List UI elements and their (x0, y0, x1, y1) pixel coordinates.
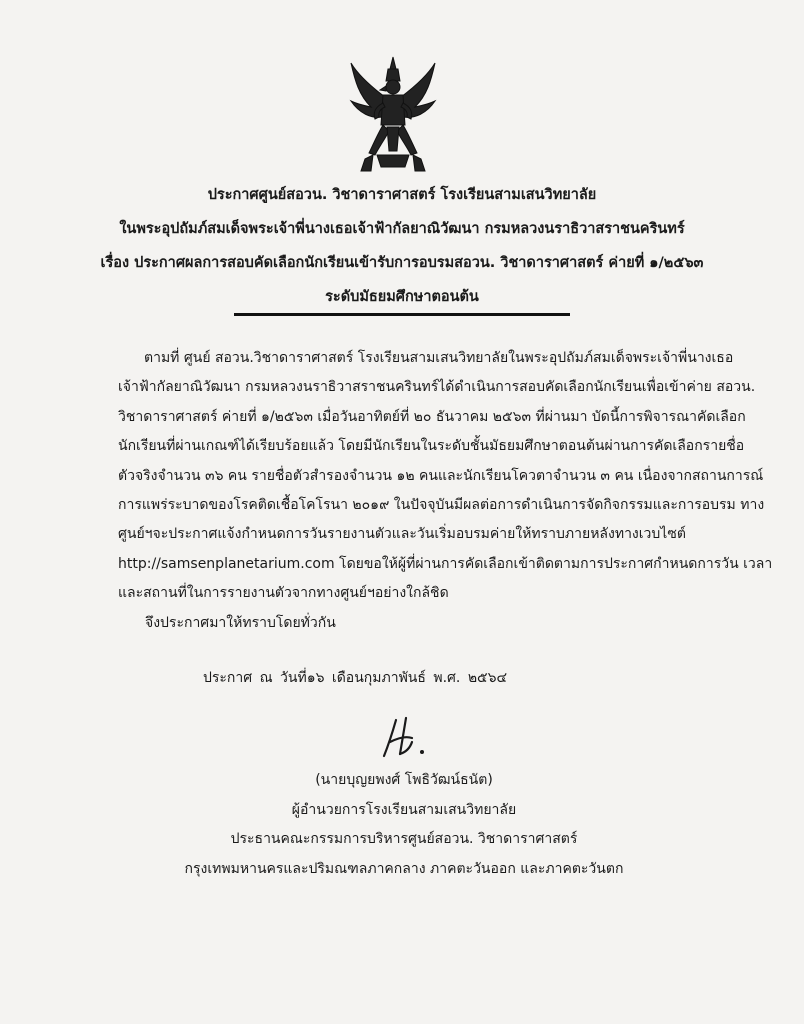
body-line: ตามที่ ศูนย์ สอวน.วิชาดาราศาสตร์ โรงเรียนสามเสนวิทยาลัยในพระอุปถัมภ์สมเด็จพระเจ้าพี่นางเธอ (144, 350, 734, 366)
signatory-position: ผู้อำนวยการโรงเรียนสามเสนวิทยาลัย (291, 801, 517, 818)
body-line: http://samsenplanetarium.com โดยขอให้ผู้ที่ผ่านการคัดเลือกเข้าติดตามการประกาศกำหนดการวัน เวลา (118, 555, 773, 572)
header-subject: เรื่อง ประกาศผลการสอบคัดเลือกนักเรียนเข้ารับการอบรมสอวน. วิชาดาราศาสตร์ ค่ายที่ ๑/๒๕๖๓ (100, 255, 704, 271)
handwritten-signature-icon (376, 712, 436, 764)
closing-statement: จึงประกาศมาให้ทราบโดยทั่วกัน (145, 615, 336, 631)
header-title: ประกาศศูนย์สอวน. วิชาดาราศาสตร์ โรงเรียนสามเสนวิทยาลัย (207, 187, 597, 203)
body-line: เจ้าฟ้ากัลยาณิวัฒนา กรมหลวงนราธิวาสราชนครินทร์ได้ดำเนินการสอบคัดเลือกนักเรียนเพื่อเข้าค่าย สอวน. (118, 379, 756, 396)
body-line: และสถานที่ในการรายงานตัวจากทางศูนย์ฯอย่างใกล้ชิด (118, 585, 449, 602)
header-divider (234, 313, 570, 316)
body-line: นักเรียนที่ผ่านเกณฑ์ได้เรียบร้อยแล้ว โดยมีนักเรียนในระดับชั้นมัธยมศึกษาตอนต้นผ่านการคัดเลือกรายชื่อ (118, 438, 745, 455)
body-line: ศูนย์ฯจะประกาศแจ้งกำหนดการวันรายงานตัวและวันเริ่มอบรมค่ายให้ทราบภายหลังทางเวบไซต์ (118, 526, 686, 543)
header-level: ระดับมัธยมศึกษาตอนต้น (325, 289, 479, 305)
signatory-name: (นายบุญยพงศ์ โพธิวัฒน์ธนัต) (315, 772, 493, 788)
header-patronage: ในพระอุปถัมภ์สมเด็จพระเจ้าพี่นางเธอเจ้าฟ้ากัลยาณิวัฒนา กรมหลวงนราธิวาสราชนครินทร์ (119, 221, 685, 237)
announcement-header (80, 178, 724, 314)
garuda-emblem-icon (347, 55, 439, 175)
signatory-block (94, 766, 714, 884)
body-line: วิชาดาราศาสตร์ ค่ายที่ ๑/๒๕๖๓ เมื่อวันอาทิตย์ที่ ๒๐ ธันวาคม ๒๕๖๓ ที่ผ่านมา บัดนี้การพิจารณาคัดเลือก (118, 408, 746, 425)
signatory-committee: ประธานคณะกรรมการบริหารศูนย์สอวน. วิชาดาราศาสตร์ (230, 831, 578, 848)
body-line: ตัวจริงจำนวน ๓๖ คน รายชื่อตัวสำรองจำนวน ๑๒ คนและนักเรียนโควตาจำนวน ๓ คน เนื่องจากสถานการณ์ (118, 467, 764, 484)
body-paragraph (118, 344, 773, 609)
announcement-date: ประกาศ ณ วันที่๑๖ เดือนกุมภาพันธ์ พ.ศ. ๒๕๖๔ (203, 670, 508, 686)
body-line: การแพร่ระบาดของโรคติดเชื้อโคโรนา ๒๐๑๙ ในปัจจุบันมีผลต่อการดำเนินการจัดกิจกรรมและการอบรม ทาง (118, 497, 765, 514)
signatory-region: กรุงเทพมหานครและปริมณฑลภาคกลาง ภาคตะวันออก และภาคตะวันตก (184, 860, 624, 877)
